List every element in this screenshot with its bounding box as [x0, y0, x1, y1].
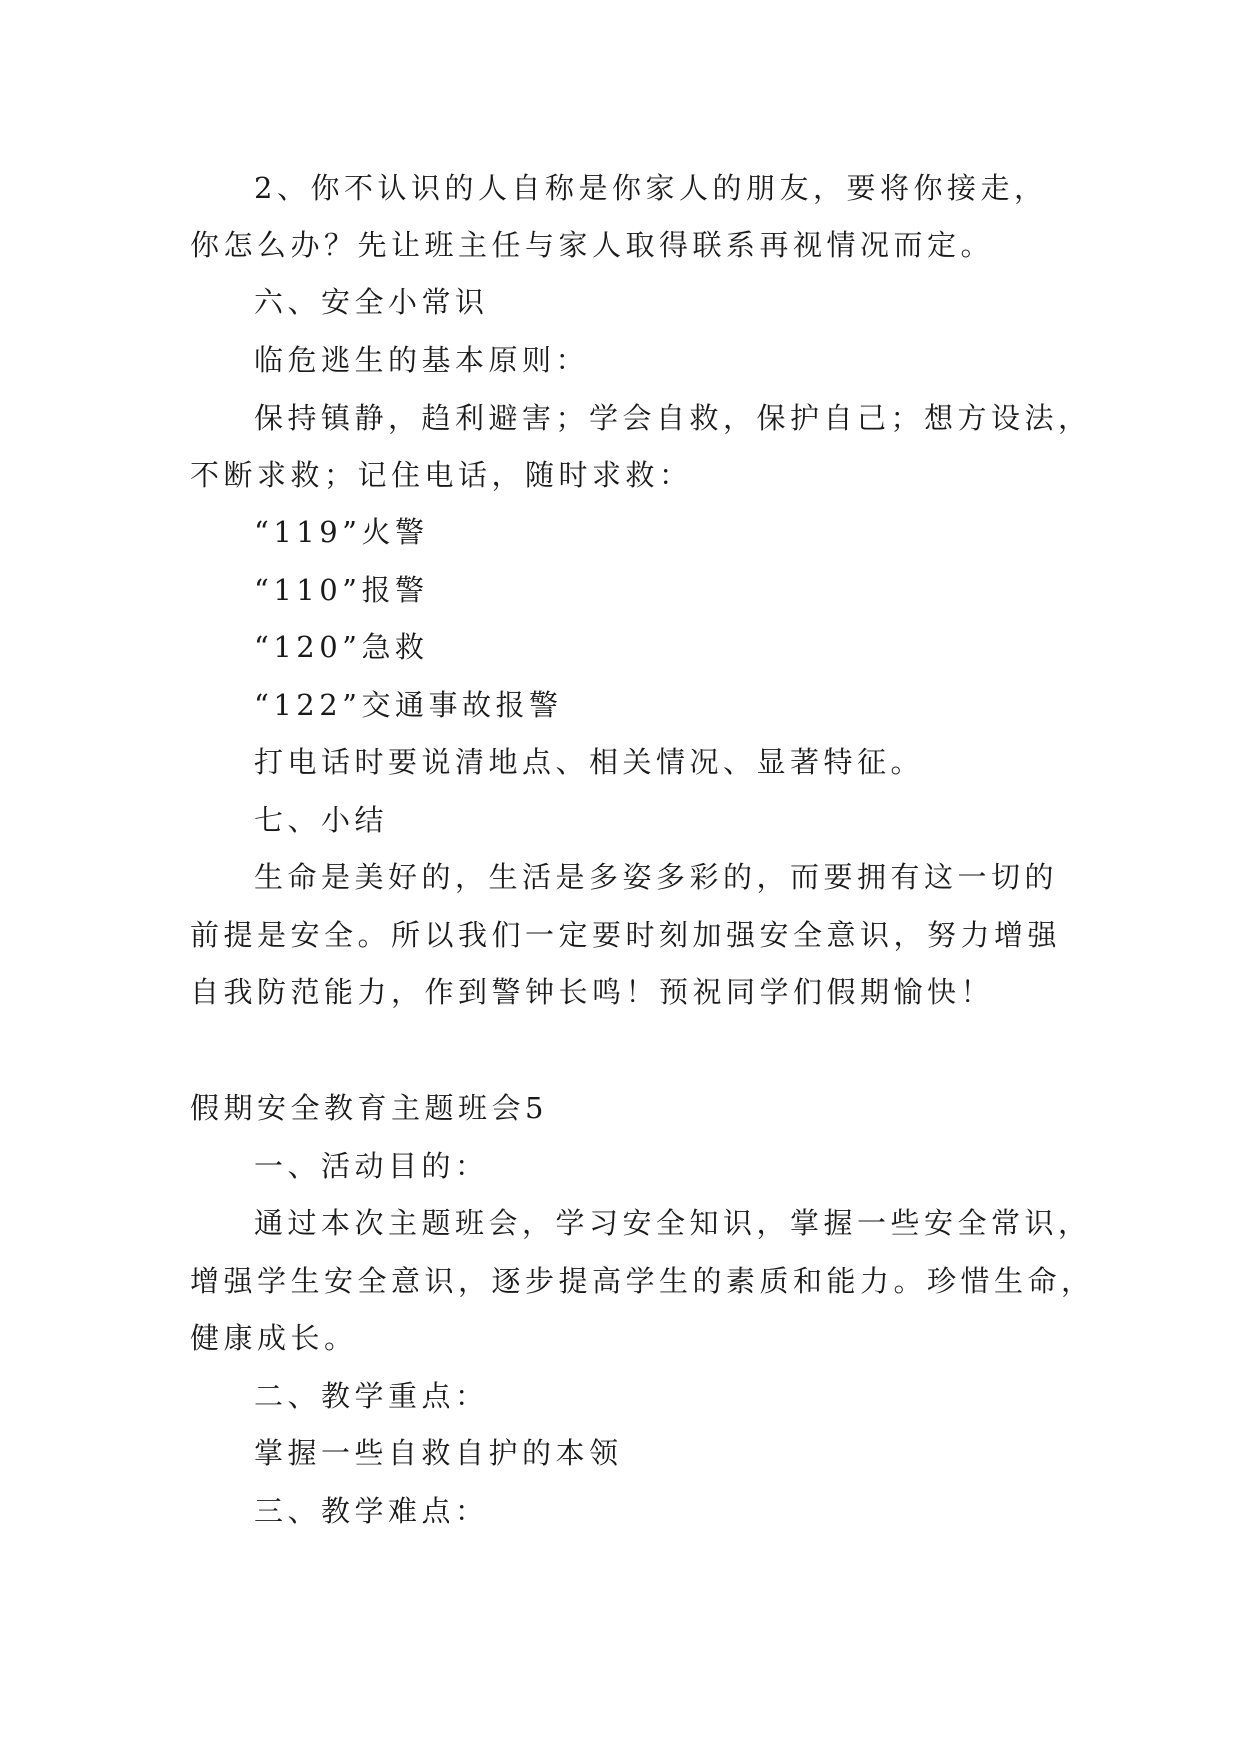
text-line: 保持镇静，趋利避害；学会自救，保护自己；想方设法， [254, 401, 1092, 435]
section-heading: 一、活动目的： [254, 1149, 489, 1183]
section-heading: 三、教学难点： [254, 1494, 489, 1528]
text-line: 增强学生安全意识，逐步提高学生的素质和能力。珍惜生命， [190, 1264, 1095, 1298]
text-line: 健康成长。 [190, 1321, 358, 1355]
section-heading: 六、安全小常识 [254, 285, 489, 319]
text-line: 掌握一些自救自护的本领 [254, 1436, 623, 1470]
text-line: 2、你不认识的人自称是你家人的朋友，要将你接走， [254, 171, 1048, 205]
phone-item: “122”交通事故报警 [254, 688, 563, 722]
section-heading: 七、小结 [254, 803, 389, 837]
text-line: 前提是安全。所以我们一定要时刻加强安全意识，努力增强 [190, 918, 1062, 952]
text-line: 临危逃生的基本原则： [254, 343, 590, 377]
text-line: 通过本次主题班会，学习安全知识，掌握一些安全常识， [254, 1206, 1092, 1240]
text-line: 自我防范能力，作到警钟长鸣！预祝同学们假期愉快！ [190, 975, 995, 1009]
phone-item: “120”急救 [254, 630, 429, 664]
text-line: 打电话时要说清地点、相关情况、显著特征。 [254, 745, 925, 779]
section-heading: 二、教学重点： [254, 1379, 489, 1413]
phone-item: “110”报警 [254, 573, 429, 607]
phone-item: “119”火警 [254, 515, 429, 549]
document-title: 假期安全教育主题班会5 [190, 1091, 548, 1125]
text-line: 生命是美好的，生活是多姿多彩的，而要拥有这一切的 [254, 860, 1059, 894]
text-line: 不断求救；记住电话，随时求救： [190, 458, 693, 492]
text-line: 你怎么办？先让班主任与家人取得联系再视情况而定。 [190, 228, 995, 262]
